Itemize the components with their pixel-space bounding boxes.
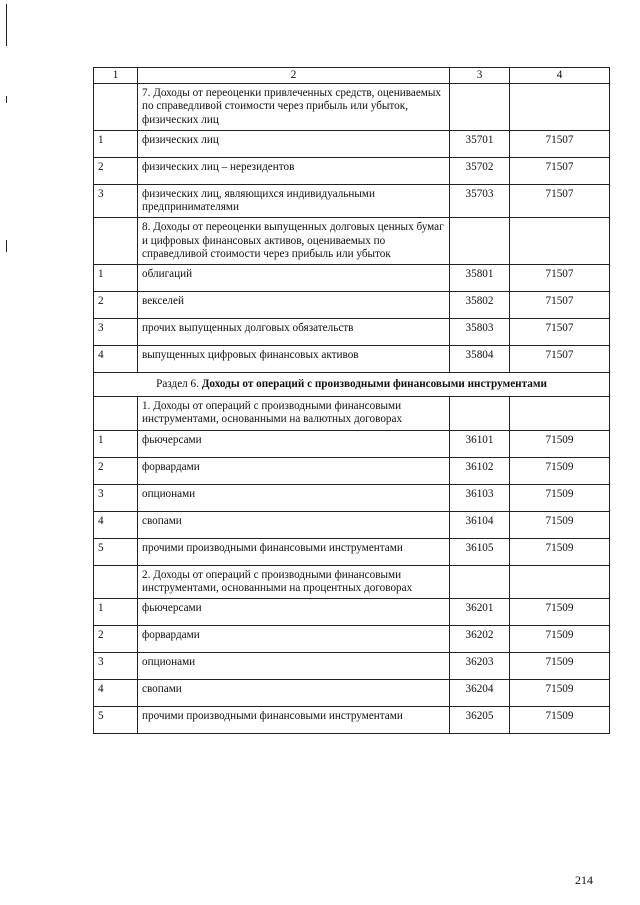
scan-mark xyxy=(6,96,7,103)
page-number: 214 xyxy=(575,873,593,887)
account-cell: 71507 xyxy=(510,345,610,372)
account-cell: 71509 xyxy=(510,430,610,457)
account-cell xyxy=(510,84,610,131)
table-row xyxy=(94,157,610,184)
table-row xyxy=(94,484,610,511)
header-cell: 3 xyxy=(450,68,510,84)
row-number-cell: 2 xyxy=(94,457,138,484)
account-codes-table xyxy=(93,67,610,734)
section-header-row xyxy=(94,372,610,396)
header-cell: 4 xyxy=(510,68,610,84)
account-cell: 71509 xyxy=(510,484,610,511)
group-heading-row xyxy=(94,397,610,430)
item-name-cell: физических лиц – нерезидентов xyxy=(138,157,450,184)
code-cell: 36102 xyxy=(450,457,510,484)
item-name-cell: фьючерсами xyxy=(138,430,450,457)
account-cell: 71507 xyxy=(510,130,610,157)
item-name-cell: форвардами xyxy=(138,626,450,653)
table-row xyxy=(94,626,610,653)
row-number-cell: 5 xyxy=(94,707,138,734)
code-cell: 36203 xyxy=(450,653,510,680)
code-cell: 35702 xyxy=(450,157,510,184)
table-row xyxy=(94,264,610,291)
table-row xyxy=(94,511,610,538)
account-cell: 71507 xyxy=(510,291,610,318)
table-row xyxy=(94,707,610,734)
account-cell xyxy=(510,397,610,430)
group-heading-row xyxy=(94,218,610,265)
code-cell: 36204 xyxy=(450,680,510,707)
group-heading: 1. Доходы от операций с производными финансовыми инструментами, основанными на валютных договорах xyxy=(138,397,450,430)
row-number-cell: 3 xyxy=(94,484,138,511)
code-cell: 35703 xyxy=(450,184,510,217)
account-cell: 71507 xyxy=(510,184,610,217)
table-row xyxy=(94,130,610,157)
item-name-cell: форвардами xyxy=(138,457,450,484)
row-number-cell: 1 xyxy=(94,130,138,157)
row-number-cell: 3 xyxy=(94,653,138,680)
account-cell: 71507 xyxy=(510,264,610,291)
account-cell: 71507 xyxy=(510,157,610,184)
section-header-cell xyxy=(94,372,610,396)
item-name-cell: физических лиц, являющихся индивидуальными предпринимателями xyxy=(138,184,450,217)
account-cell: 71509 xyxy=(510,538,610,565)
item-name-cell: облигаций xyxy=(138,264,450,291)
item-name-cell: выпущенных цифровых финансовых активов xyxy=(138,345,450,372)
code-cell: 35803 xyxy=(450,318,510,345)
code-cell xyxy=(450,397,510,430)
row-number-cell: 2 xyxy=(94,626,138,653)
code-cell xyxy=(450,218,510,265)
group-heading-row xyxy=(94,565,610,598)
row-number-cell: 2 xyxy=(94,157,138,184)
section-number: Раздел 6. xyxy=(156,377,202,390)
row-number-cell xyxy=(94,84,138,131)
header-cell: 1 xyxy=(94,68,138,84)
code-cell xyxy=(450,565,510,598)
table-row xyxy=(94,538,610,565)
row-number-cell: 4 xyxy=(94,680,138,707)
account-cell: 71509 xyxy=(510,511,610,538)
row-number-cell xyxy=(94,397,138,430)
table-row xyxy=(94,653,610,680)
group-heading-row xyxy=(94,84,610,131)
code-cell: 35801 xyxy=(450,264,510,291)
scan-mark xyxy=(6,4,7,46)
account-cell: 71509 xyxy=(510,653,610,680)
row-number-cell: 1 xyxy=(94,264,138,291)
code-cell: 36205 xyxy=(450,707,510,734)
row-number-cell: 1 xyxy=(94,430,138,457)
item-name-cell: опционами xyxy=(138,653,450,680)
table-row xyxy=(94,599,610,626)
item-name-cell: физических лиц xyxy=(138,130,450,157)
code-cell: 35802 xyxy=(450,291,510,318)
section-title: Доходы от операций с производными финансовыми инструментами xyxy=(201,377,547,390)
row-number-cell: 4 xyxy=(94,511,138,538)
table-row xyxy=(94,184,610,217)
row-number-cell: 5 xyxy=(94,538,138,565)
item-name-cell: свопами xyxy=(138,680,450,707)
row-number-cell: 3 xyxy=(94,184,138,217)
table-row xyxy=(94,457,610,484)
code-cell: 36101 xyxy=(450,430,510,457)
account-cell xyxy=(510,565,610,598)
header-row xyxy=(94,68,610,84)
table-row xyxy=(94,680,610,707)
account-cell xyxy=(510,218,610,265)
item-name-cell: прочими производными финансовыми инструментами xyxy=(138,707,450,734)
table-row xyxy=(94,430,610,457)
table-row xyxy=(94,291,610,318)
code-cell: 36103 xyxy=(450,484,510,511)
header-cell: 2 xyxy=(138,68,450,84)
row-number-cell xyxy=(94,218,138,265)
table-row xyxy=(94,345,610,372)
row-number-cell: 4 xyxy=(94,345,138,372)
code-cell: 35804 xyxy=(450,345,510,372)
item-name-cell: свопами xyxy=(138,511,450,538)
account-cell: 71509 xyxy=(510,599,610,626)
code-cell: 36202 xyxy=(450,626,510,653)
code-cell: 36105 xyxy=(450,538,510,565)
code-cell: 36104 xyxy=(450,511,510,538)
account-cell: 71507 xyxy=(510,318,610,345)
item-name-cell: векселей xyxy=(138,291,450,318)
item-name-cell: прочими производными финансовыми инструментами xyxy=(138,538,450,565)
row-number-cell: 2 xyxy=(94,291,138,318)
group-heading: 2. Доходы от операций с производными финансовыми инструментами, основанными на процентных договорах xyxy=(138,565,450,598)
code-cell: 36201 xyxy=(450,599,510,626)
table-body xyxy=(94,68,610,734)
code-cell: 35701 xyxy=(450,130,510,157)
item-name-cell: опционами xyxy=(138,484,450,511)
code-cell xyxy=(450,84,510,131)
scan-mark xyxy=(6,240,7,252)
table-row xyxy=(94,318,610,345)
row-number-cell: 1 xyxy=(94,599,138,626)
row-number-cell xyxy=(94,565,138,598)
account-cell: 71509 xyxy=(510,680,610,707)
group-heading: 8. Доходы от переоценки выпущенных долговых ценных бумаг и цифровых финансовых активов, оцениваемых по справедливой стоимости через прибыль или убыток xyxy=(138,218,450,265)
account-cell: 71509 xyxy=(510,457,610,484)
item-name-cell: прочих выпущенных долговых обязательств xyxy=(138,318,450,345)
row-number-cell: 3 xyxy=(94,318,138,345)
account-cell: 71509 xyxy=(510,626,610,653)
group-heading: 7. Доходы от переоценки привлеченных средств, оцениваемых по справедливой стоимости через прибыль или убыток, физических лиц xyxy=(138,84,450,131)
account-cell: 71509 xyxy=(510,707,610,734)
item-name-cell: фьючерсами xyxy=(138,599,450,626)
